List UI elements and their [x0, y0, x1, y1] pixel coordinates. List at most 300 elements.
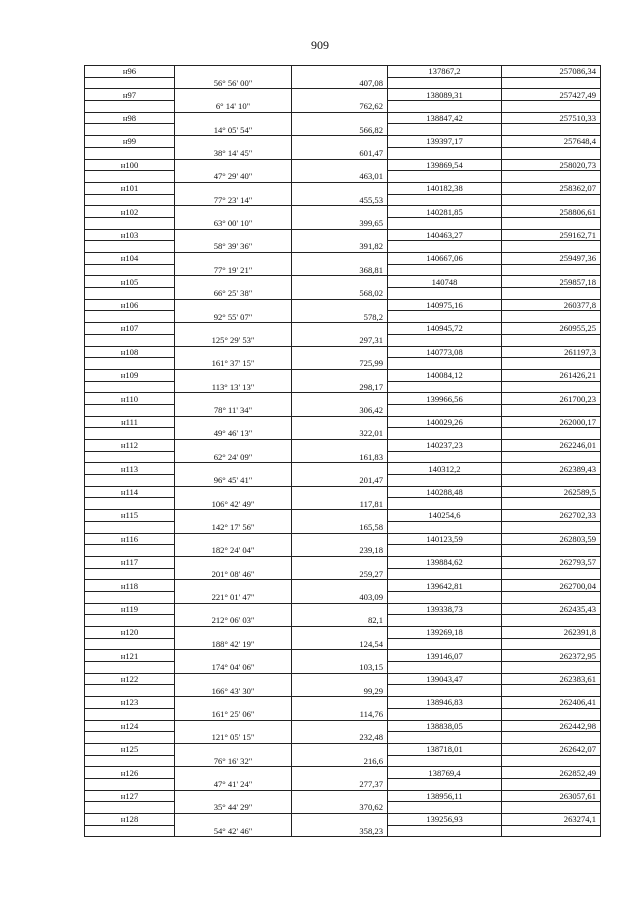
empty-cell — [388, 194, 502, 206]
empty-cell — [175, 556, 292, 568]
point-row — [85, 369, 601, 381]
y-coordinate: 262406,41 — [502, 697, 601, 709]
point-row — [85, 486, 601, 498]
x-coordinate: 140773,08 — [388, 346, 502, 358]
x-coordinate: 140945,72 — [388, 323, 502, 335]
segment-length: 568,02 — [292, 288, 388, 300]
point-row — [85, 276, 601, 288]
empty-cell — [175, 89, 292, 101]
direction-angle: 38° 14' 45" — [175, 147, 292, 159]
segment-length: 762,62 — [292, 101, 388, 113]
y-coordinate: 263274,1 — [502, 814, 601, 826]
y-coordinate: 262642,07 — [502, 743, 601, 755]
segment-row — [85, 778, 601, 790]
point-name: н123 — [85, 697, 175, 709]
direction-angle: 121° 05' 15" — [175, 732, 292, 744]
y-coordinate: 262246,01 — [502, 440, 601, 452]
empty-cell — [292, 112, 388, 124]
empty-cell — [502, 475, 601, 487]
point-row — [85, 440, 601, 452]
empty-cell — [502, 311, 601, 323]
point-row — [85, 206, 601, 218]
point-row — [85, 533, 601, 545]
point-name: н120 — [85, 627, 175, 639]
empty-cell — [292, 650, 388, 662]
point-name: н115 — [85, 510, 175, 522]
segment-row — [85, 451, 601, 463]
point-name: н118 — [85, 580, 175, 592]
empty-cell — [502, 638, 601, 650]
empty-cell — [388, 591, 502, 603]
x-coordinate: 139966,56 — [388, 393, 502, 405]
empty-cell — [175, 299, 292, 311]
empty-cell — [502, 381, 601, 393]
empty-cell — [292, 580, 388, 592]
point-row — [85, 323, 601, 335]
direction-angle: 62° 24' 09" — [175, 451, 292, 463]
segment-length: 306,42 — [292, 404, 388, 416]
point-row — [85, 767, 601, 779]
point-row — [85, 743, 601, 755]
point-name: н106 — [85, 299, 175, 311]
segment-row — [85, 521, 601, 533]
y-coordinate: 262852,49 — [502, 767, 601, 779]
empty-cell — [175, 182, 292, 194]
direction-angle: 77° 19' 21" — [175, 264, 292, 276]
empty-cell — [292, 206, 388, 218]
empty-cell — [175, 673, 292, 685]
empty-cell — [85, 101, 175, 113]
empty-cell — [85, 451, 175, 463]
direction-angle: 182° 24' 04" — [175, 545, 292, 557]
x-coordinate: 137867,2 — [388, 66, 502, 78]
empty-cell — [388, 334, 502, 346]
direction-angle: 14° 05' 54" — [175, 124, 292, 136]
x-coordinate: 139884,62 — [388, 556, 502, 568]
empty-cell — [85, 428, 175, 440]
point-row — [85, 159, 601, 171]
x-coordinate: 140123,59 — [388, 533, 502, 545]
empty-cell — [388, 311, 502, 323]
direction-angle: 92° 55' 07" — [175, 311, 292, 323]
x-coordinate: 139397,17 — [388, 136, 502, 148]
point-row — [85, 603, 601, 615]
y-coordinate: 261700,23 — [502, 393, 601, 405]
segment-length: 566,82 — [292, 124, 388, 136]
empty-cell — [502, 802, 601, 814]
direction-angle: 161° 37' 15" — [175, 358, 292, 370]
x-coordinate: 138089,31 — [388, 89, 502, 101]
point-name: н114 — [85, 486, 175, 498]
y-coordinate: 261197,3 — [502, 346, 601, 358]
y-coordinate: 262372,95 — [502, 650, 601, 662]
x-coordinate: 140288,48 — [388, 486, 502, 498]
x-coordinate: 139256,93 — [388, 814, 502, 826]
point-row — [85, 790, 601, 802]
segment-row — [85, 428, 601, 440]
empty-cell — [388, 171, 502, 183]
segment-row — [85, 685, 601, 697]
empty-cell — [175, 440, 292, 452]
point-name: н127 — [85, 790, 175, 802]
x-coordinate: 139869,54 — [388, 159, 502, 171]
empty-cell — [292, 369, 388, 381]
direction-angle: 47° 41' 24" — [175, 778, 292, 790]
empty-cell — [175, 533, 292, 545]
empty-cell — [502, 404, 601, 416]
segment-length: 298,17 — [292, 381, 388, 393]
direction-angle: 113° 13' 13" — [175, 381, 292, 393]
direction-angle: 78° 11' 34" — [175, 404, 292, 416]
coordinates-table-body — [85, 66, 601, 837]
point-name: н124 — [85, 720, 175, 732]
point-row — [85, 182, 601, 194]
empty-cell — [502, 334, 601, 346]
empty-cell — [175, 743, 292, 755]
empty-cell — [85, 568, 175, 580]
empty-cell — [502, 77, 601, 89]
y-coordinate: 262389,43 — [502, 463, 601, 475]
segment-row — [85, 662, 601, 674]
empty-cell — [388, 264, 502, 276]
direction-angle: 35° 44' 29" — [175, 802, 292, 814]
point-row — [85, 89, 601, 101]
point-name: н110 — [85, 393, 175, 405]
y-coordinate: 262793,57 — [502, 556, 601, 568]
empty-cell — [175, 767, 292, 779]
empty-cell — [388, 428, 502, 440]
empty-cell — [502, 171, 601, 183]
empty-cell — [388, 475, 502, 487]
segment-length: 117,81 — [292, 498, 388, 510]
x-coordinate: 140237,23 — [388, 440, 502, 452]
empty-cell — [292, 767, 388, 779]
empty-cell — [292, 89, 388, 101]
point-row — [85, 463, 601, 475]
point-name: н121 — [85, 650, 175, 662]
empty-cell — [292, 159, 388, 171]
x-coordinate: 139338,73 — [388, 603, 502, 615]
segment-row — [85, 638, 601, 650]
direction-angle: 174° 04' 06" — [175, 662, 292, 674]
point-row — [85, 627, 601, 639]
empty-cell — [85, 404, 175, 416]
empty-cell — [292, 697, 388, 709]
segment-row — [85, 475, 601, 487]
segment-row — [85, 288, 601, 300]
empty-cell — [388, 101, 502, 113]
empty-cell — [502, 545, 601, 557]
empty-cell — [85, 288, 175, 300]
x-coordinate: 140182,38 — [388, 182, 502, 194]
empty-cell — [292, 627, 388, 639]
point-row — [85, 346, 601, 358]
point-row — [85, 136, 601, 148]
segment-row — [85, 264, 601, 276]
empty-cell — [175, 229, 292, 241]
y-coordinate: 258362,07 — [502, 182, 601, 194]
y-coordinate: 257510,33 — [502, 112, 601, 124]
y-coordinate: 259497,36 — [502, 253, 601, 265]
segment-length: 403,09 — [292, 591, 388, 603]
empty-cell — [85, 475, 175, 487]
point-row — [85, 393, 601, 405]
segment-row — [85, 591, 601, 603]
empty-cell — [502, 568, 601, 580]
empty-cell — [502, 451, 601, 463]
empty-cell — [292, 299, 388, 311]
point-row — [85, 416, 601, 428]
empty-cell — [175, 416, 292, 428]
empty-cell — [292, 720, 388, 732]
y-coordinate: 257648,4 — [502, 136, 601, 148]
y-coordinate: 259162,71 — [502, 229, 601, 241]
point-name: н113 — [85, 463, 175, 475]
segment-length: 114,76 — [292, 708, 388, 720]
empty-cell — [388, 708, 502, 720]
segment-length: 322,01 — [292, 428, 388, 440]
segment-length: 277,37 — [292, 778, 388, 790]
empty-cell — [502, 288, 601, 300]
y-coordinate: 257086,34 — [502, 66, 601, 78]
empty-cell — [388, 545, 502, 557]
empty-cell — [85, 825, 175, 837]
point-name: н107 — [85, 323, 175, 335]
segment-length: 99,29 — [292, 685, 388, 697]
segment-length: 601,47 — [292, 147, 388, 159]
empty-cell — [388, 521, 502, 533]
y-coordinate: 261426,21 — [502, 369, 601, 381]
x-coordinate: 140975,16 — [388, 299, 502, 311]
empty-cell — [502, 708, 601, 720]
point-row — [85, 556, 601, 568]
point-name: н125 — [85, 743, 175, 755]
empty-cell — [388, 451, 502, 463]
y-coordinate: 262442,98 — [502, 720, 601, 732]
empty-cell — [502, 241, 601, 253]
empty-cell — [292, 253, 388, 265]
empty-cell — [85, 147, 175, 159]
x-coordinate: 138956,11 — [388, 790, 502, 802]
segment-length: 201,47 — [292, 475, 388, 487]
empty-cell — [175, 323, 292, 335]
empty-cell — [85, 778, 175, 790]
point-row — [85, 814, 601, 826]
direction-angle: 142° 17' 56" — [175, 521, 292, 533]
x-coordinate: 138718,01 — [388, 743, 502, 755]
direction-angle: 58° 39' 36" — [175, 241, 292, 253]
point-row — [85, 510, 601, 522]
x-coordinate: 140084,12 — [388, 369, 502, 381]
direction-angle: 49° 46' 13" — [175, 428, 292, 440]
empty-cell — [85, 241, 175, 253]
y-coordinate: 260955,25 — [502, 323, 601, 335]
y-coordinate: 262589,5 — [502, 486, 601, 498]
empty-cell — [388, 404, 502, 416]
point-row — [85, 66, 601, 78]
point-name: н116 — [85, 533, 175, 545]
empty-cell — [175, 650, 292, 662]
empty-cell — [388, 358, 502, 370]
y-coordinate: 258806,61 — [502, 206, 601, 218]
empty-cell — [388, 685, 502, 697]
empty-cell — [388, 381, 502, 393]
x-coordinate: 138769,4 — [388, 767, 502, 779]
segment-length: 455,53 — [292, 194, 388, 206]
empty-cell — [85, 311, 175, 323]
direction-angle: 221° 01' 47" — [175, 591, 292, 603]
empty-cell — [292, 673, 388, 685]
point-row — [85, 720, 601, 732]
point-row — [85, 673, 601, 685]
y-coordinate: 257427,49 — [502, 89, 601, 101]
empty-cell — [502, 124, 601, 136]
segment-row — [85, 381, 601, 393]
empty-cell — [502, 498, 601, 510]
point-name: н108 — [85, 346, 175, 358]
empty-cell — [85, 591, 175, 603]
empty-cell — [388, 802, 502, 814]
empty-cell — [292, 393, 388, 405]
empty-cell — [502, 825, 601, 837]
point-name: н105 — [85, 276, 175, 288]
point-name: н126 — [85, 767, 175, 779]
segment-row — [85, 708, 601, 720]
x-coordinate: 138838,05 — [388, 720, 502, 732]
empty-cell — [388, 825, 502, 837]
empty-cell — [502, 732, 601, 744]
direction-angle: 161° 25' 06" — [175, 708, 292, 720]
segment-length: 358,23 — [292, 825, 388, 837]
empty-cell — [388, 124, 502, 136]
empty-cell — [292, 533, 388, 545]
empty-cell — [175, 346, 292, 358]
direction-angle: 56° 56' 00" — [175, 77, 292, 89]
empty-cell — [502, 101, 601, 113]
empty-cell — [292, 556, 388, 568]
empty-cell — [292, 182, 388, 194]
direction-angle: 63° 00' 10" — [175, 217, 292, 229]
empty-cell — [292, 276, 388, 288]
x-coordinate: 140254,6 — [388, 510, 502, 522]
empty-cell — [292, 603, 388, 615]
direction-angle: 76° 16' 32" — [175, 755, 292, 767]
empty-cell — [175, 510, 292, 522]
empty-cell — [85, 662, 175, 674]
y-coordinate: 258020,73 — [502, 159, 601, 171]
empty-cell — [292, 346, 388, 358]
empty-cell — [388, 77, 502, 89]
x-coordinate: 140029,26 — [388, 416, 502, 428]
direction-angle: 77° 23' 14" — [175, 194, 292, 206]
segment-row — [85, 334, 601, 346]
direction-angle: 201° 08' 46" — [175, 568, 292, 580]
empty-cell — [85, 708, 175, 720]
segment-row — [85, 755, 601, 767]
empty-cell — [388, 288, 502, 300]
empty-cell — [85, 685, 175, 697]
empty-cell — [175, 603, 292, 615]
segment-row — [85, 802, 601, 814]
segment-row — [85, 615, 601, 627]
point-row — [85, 650, 601, 662]
empty-cell — [292, 814, 388, 826]
empty-cell — [502, 778, 601, 790]
segment-length: 232,48 — [292, 732, 388, 744]
empty-cell — [175, 486, 292, 498]
empty-cell — [388, 241, 502, 253]
empty-cell — [292, 136, 388, 148]
point-name: н102 — [85, 206, 175, 218]
segment-length: 391,82 — [292, 241, 388, 253]
empty-cell — [388, 217, 502, 229]
direction-angle: 166° 43' 30" — [175, 685, 292, 697]
segment-row — [85, 311, 601, 323]
empty-cell — [175, 369, 292, 381]
segment-row — [85, 101, 601, 113]
empty-cell — [388, 498, 502, 510]
empty-cell — [175, 276, 292, 288]
segment-row — [85, 358, 601, 370]
segment-length: 399,65 — [292, 217, 388, 229]
empty-cell — [502, 755, 601, 767]
direction-angle: 66° 25' 38" — [175, 288, 292, 300]
empty-cell — [388, 568, 502, 580]
segment-row — [85, 147, 601, 159]
segment-length: 239,18 — [292, 545, 388, 557]
point-row — [85, 697, 601, 709]
y-coordinate: 262391,8 — [502, 627, 601, 639]
direction-angle: 54° 42' 46" — [175, 825, 292, 837]
empty-cell — [388, 615, 502, 627]
point-name: н112 — [85, 440, 175, 452]
segment-length: 82,1 — [292, 615, 388, 627]
segment-row — [85, 568, 601, 580]
empty-cell — [85, 521, 175, 533]
point-row — [85, 229, 601, 241]
empty-cell — [175, 463, 292, 475]
y-coordinate: 260377,8 — [502, 299, 601, 311]
empty-cell — [85, 171, 175, 183]
x-coordinate: 139642,81 — [388, 580, 502, 592]
x-coordinate: 139146,07 — [388, 650, 502, 662]
empty-cell — [85, 732, 175, 744]
empty-cell — [175, 720, 292, 732]
point-name: н119 — [85, 603, 175, 615]
segment-length: 124,54 — [292, 638, 388, 650]
empty-cell — [175, 136, 292, 148]
empty-cell — [175, 393, 292, 405]
empty-cell — [502, 358, 601, 370]
empty-cell — [85, 194, 175, 206]
empty-cell — [292, 440, 388, 452]
x-coordinate: 140281,85 — [388, 206, 502, 218]
segment-length: 103,15 — [292, 662, 388, 674]
empty-cell — [175, 253, 292, 265]
segment-length: 725,99 — [292, 358, 388, 370]
segment-row — [85, 217, 601, 229]
empty-cell — [502, 264, 601, 276]
x-coordinate: 140748 — [388, 276, 502, 288]
empty-cell — [85, 498, 175, 510]
empty-cell — [175, 790, 292, 802]
empty-cell — [85, 217, 175, 229]
empty-cell — [502, 591, 601, 603]
segment-row — [85, 124, 601, 136]
empty-cell — [388, 778, 502, 790]
x-coordinate: 140667,06 — [388, 253, 502, 265]
direction-angle: 47° 29' 40" — [175, 171, 292, 183]
